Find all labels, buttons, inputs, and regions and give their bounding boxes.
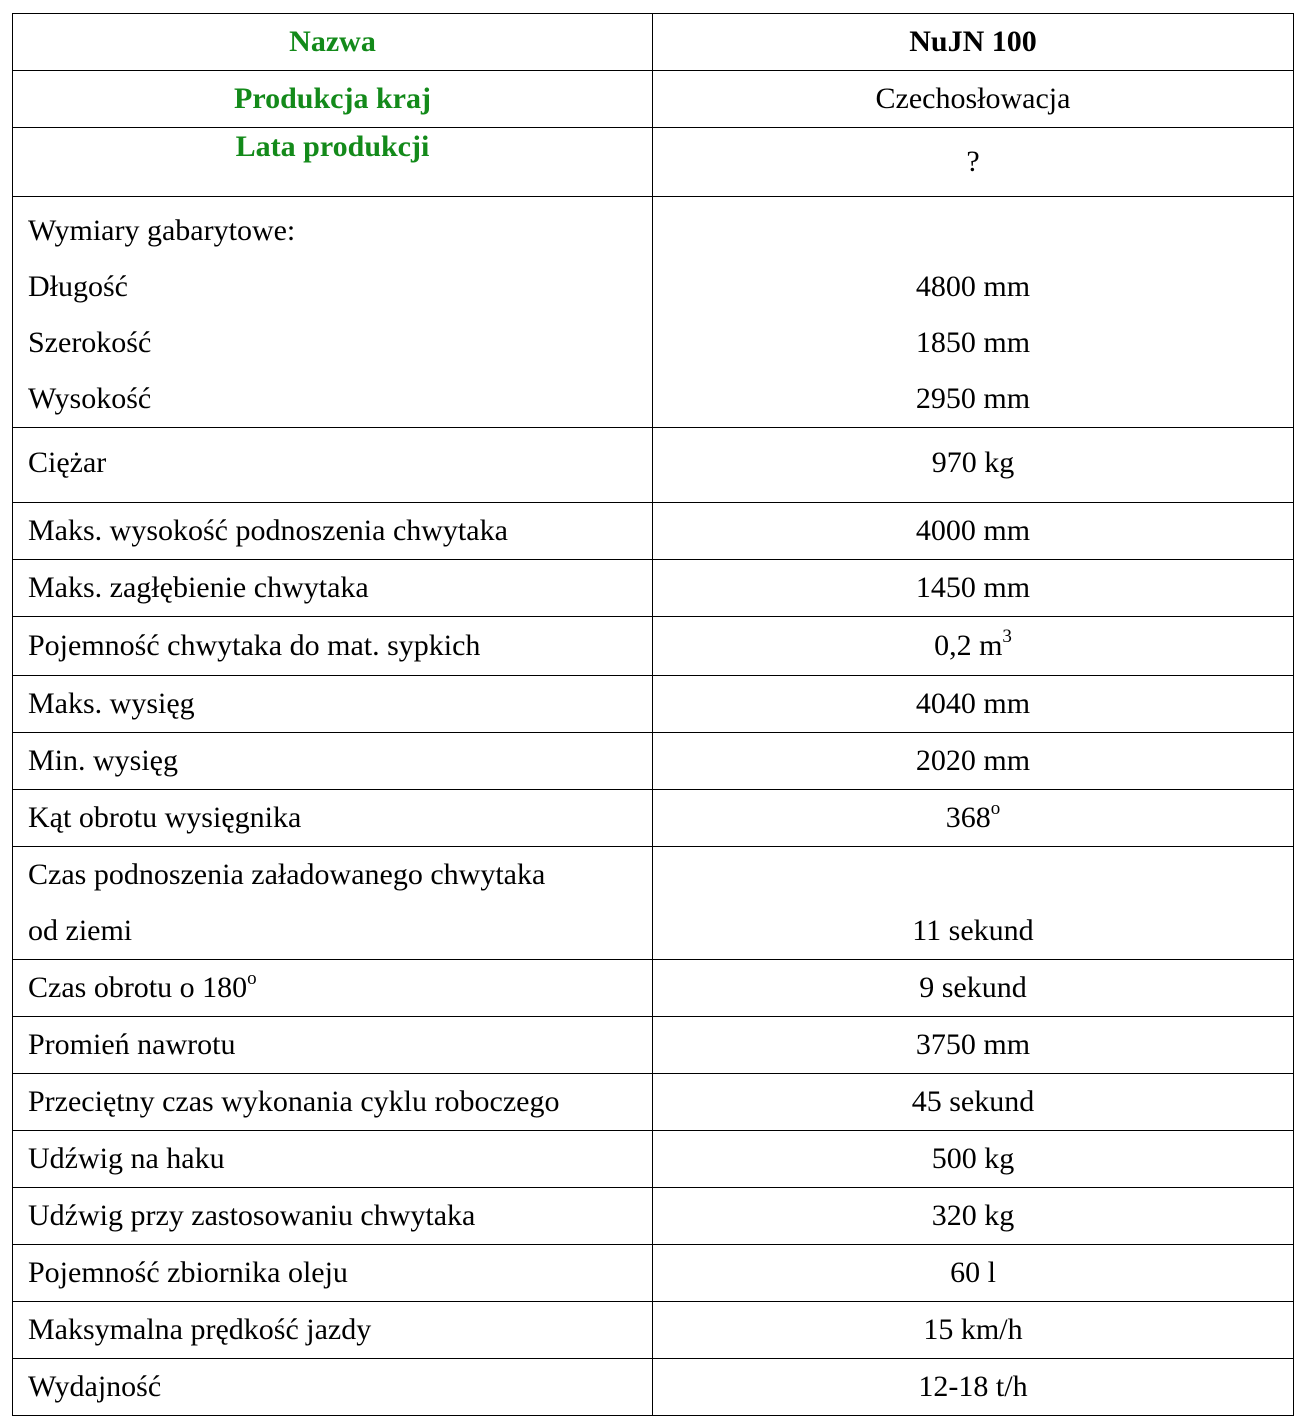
min-reach-label: Min. wysięg: [13, 733, 653, 790]
years-label: Lata produkcji: [13, 128, 653, 197]
row-years: [13, 128, 1294, 197]
row-hook-load: [13, 1131, 1294, 1188]
grab-load-value: 320 kg: [653, 1188, 1294, 1245]
oil-tank-value: 60 l: [653, 1245, 1294, 1302]
max-reach-value: 4040 mm: [653, 676, 1294, 733]
hook-load-label: Udźwig na haku: [13, 1131, 653, 1188]
turn-radius-label: Promień nawrotu: [13, 1017, 653, 1074]
lift-time-value: 11 sekund: [912, 914, 1034, 947]
lift-time-label-line1: Czas podnoszenia załadowanego chwytaka: [28, 858, 546, 891]
turn-radius-value: 3750 mm: [653, 1017, 1294, 1074]
lift-time-value-cell: [653, 847, 1294, 960]
lift-height-value: 4000 mm: [653, 503, 1294, 560]
row-lift-height: [13, 503, 1294, 560]
row-cycle-time: [13, 1074, 1294, 1131]
rotation-time-label: [13, 960, 653, 1017]
length-label: Długość: [28, 270, 128, 303]
weight-label: Ciężar: [13, 428, 653, 503]
rotation-angle-value: [653, 790, 1294, 847]
output-value: 12-18 t/h: [653, 1359, 1294, 1416]
row-output: [13, 1359, 1294, 1416]
capacity-value: [653, 617, 1294, 676]
row-min-reach: [13, 733, 1294, 790]
dimensions-values: [653, 197, 1294, 428]
row-rotation-angle: [13, 790, 1294, 847]
row-lift-time: [13, 847, 1294, 960]
row-oil-tank: [13, 1245, 1294, 1302]
rotation-angle-label: Kąt obrotu wysięgnika: [13, 790, 653, 847]
height-label: Wysokość: [28, 382, 152, 415]
oil-tank-label: Pojemność zbiornika oleju: [13, 1245, 653, 1302]
row-turn-radius: [13, 1017, 1294, 1074]
row-rotation-time: [13, 960, 1294, 1017]
max-reach-label: Maks. wysięg: [13, 676, 653, 733]
row-weight: [13, 428, 1294, 503]
row-country: [13, 71, 1294, 128]
name-value: NuJN 100: [653, 14, 1294, 71]
country-label: Produkcja kraj: [13, 71, 653, 128]
capacity-label: Pojemność chwytaka do mat. sypkich: [13, 617, 653, 676]
row-depth: [13, 560, 1294, 617]
row-max-reach: [13, 676, 1294, 733]
output-label: Wydajność: [13, 1359, 653, 1416]
rotation-angle-value-text: 368: [945, 801, 991, 834]
depth-value: 1450 mm: [653, 560, 1294, 617]
cycle-time-value: 45 sekund: [653, 1074, 1294, 1131]
depth-label: Maks. zagłębienie chwytaka: [13, 560, 653, 617]
lift-time-label-line2: od ziemi: [28, 914, 133, 947]
max-speed-value: 15 km/h: [653, 1302, 1294, 1359]
years-value: ?: [653, 128, 1294, 197]
capacity-value-text: 0,2 m: [934, 629, 1003, 662]
min-reach-value: 2020 mm: [653, 733, 1294, 790]
row-max-speed: [13, 1302, 1294, 1359]
degree-mark: o: [990, 798, 1001, 819]
length-value: 4800 mm: [915, 270, 1031, 303]
width-value: 1850 mm: [915, 326, 1031, 359]
weight-value: 970 kg: [653, 428, 1294, 503]
country-value: Czechosłowacja: [653, 71, 1294, 128]
name-label: Nazwa: [13, 14, 653, 71]
dimensions-labels: [13, 197, 653, 428]
rotation-time-label-text: Czas obrotu o 180: [28, 971, 248, 1004]
lift-time-label: [13, 847, 653, 960]
hook-load-value: 500 kg: [653, 1131, 1294, 1188]
rotation-time-value: 9 sekund: [653, 960, 1294, 1017]
capacity-unit-exponent: 3: [1002, 626, 1012, 647]
width-label: Szerokość: [28, 326, 152, 359]
degree-mark: o: [247, 968, 257, 989]
spec-table: [12, 13, 1294, 1416]
row-name: [13, 14, 1294, 71]
row-capacity: [13, 617, 1294, 676]
row-grab-load: [13, 1188, 1294, 1245]
cycle-time-label: Przeciętny czas wykonania cyklu roboczego: [13, 1074, 653, 1131]
height-value: 2950 mm: [915, 382, 1031, 415]
grab-load-label: Udźwig przy zastosowaniu chwytaka: [13, 1188, 653, 1245]
max-speed-label: Maksymalna prędkość jazdy: [13, 1302, 653, 1359]
lift-height-label: Maks. wysokość podnoszenia chwytaka: [13, 503, 653, 560]
row-dimensions: [13, 197, 1294, 428]
dimensions-title: Wymiary gabarytowe:: [28, 214, 296, 247]
